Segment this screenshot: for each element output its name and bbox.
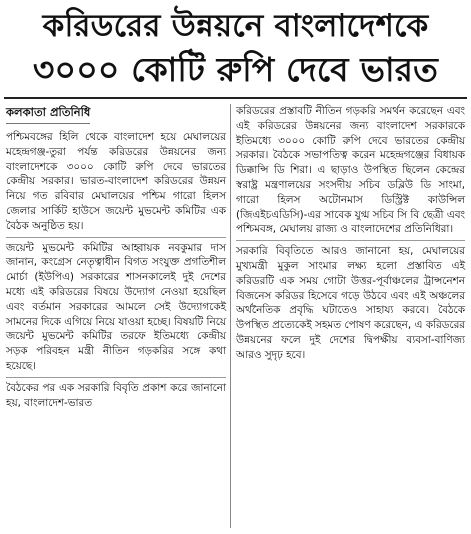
byline: কলকাতা প্রতিনিধি: [6, 104, 90, 124]
headline-line-1: করিডরের উন্নয়নে বাংলাদেশকে: [42, 8, 429, 44]
paragraph-separator: [6, 237, 226, 238]
article-column-right: [236, 104, 465, 363]
paragraph-4: করিডরের প্রস্তাবটি নীতিন গড়করি সমর্থন করেছেন এবং এই করিডরের উন্নয়নের জন্য বাংলাদেশ সরকারকে ইতিমধ্যে ৩০০০ কোটি রুপি দেবে ভারতের কেন্দ্রীয় সরকার। বৈঠকে সভাপতিত্ব করেন মহেন্দ্রগঞ্জের বিধায়ক ডিক্কান্সি ডি শিরা। এ ছাড়াও উপস্থিত ছিলেন কেন্দ্রের স্বরাষ্ট্র মন্ত্রণালয়ের সংসদীয় সচিব ডব্লিউ ডি সাংমা, গারো হিলস অটোনমাস ডিস্ট্রিক্ট কাউন্সিল (জিএইচএডিসি)-এর সাবেক যুগ্ম সচিব সি বি ছেত্রী এবং পশ্চিমবঙ্গ, মেঘালয় রাজ্য ও বাংলাদেশের প্রতিনিধিরা।: [236, 105, 465, 236]
paragraph-5: সরকারি বিবৃতিতে আরও জানানো হয়, মেঘালয়ের মুখ্যমন্ত্রী মুকুল সাংমার লক্ষ্য হলো প্রস্তাবিত এই করিডরটি এক সময় গোটা উত্তর-পূর্বাঞ্চলের ট্রান্সনেশন বিজনেস করিডর হিসেবে গড়ে উঠবে এবং এই অঞ্চলের অর্থনৈতিক প্রবৃদ্ধি ঘটাতেও সাহায্য করবে। বৈঠকে উপস্থিত প্রত্যেকেই সহমত পোষণ করেছেন, এ করিডরের উন্নয়নের ফলে দুই দেশের দ্বিপক্ষীয় ব্যবসা-বাণিজ্য আরও সুদৃঢ় হবে।: [236, 245, 465, 361]
article-column-left: [6, 104, 226, 410]
paragraph-1: পশ্চিমবঙ্গের হিলি থেকে বাংলাদেশ হয়ে মেঘালয়ের মহেন্দ্রগঞ্জ-তুরা পর্যন্ত করিডরের উন্নয়নের জন্য বাংলাদেশকে ৩০০০ কোটি রুপি দেবে ভারতের কেন্দ্রীয় সরকার। ভারত-বাংলাদেশ করিডরের উন্নয়ন নিয়ে গত রবিবার মেঘালয়ের পশ্চিম গারো হিলস জেলার সার্কিট হাউসে জয়েন্ট মুভমেন্ট কমিটির এক বৈঠক অনুষ্ঠিত হয়।: [6, 131, 226, 232]
paragraph-2: জয়েন্ট মুভমেন্ট কমিটির আহ্বায়ক নবকুমার দাস জানান, কংগ্রেস নেতৃত্বাধীন বিগত সংযুক্ত প্রগতিশীল মোর্চা (ইউপিএ) সরকারের শাসনকালেই দুই দেশের মধ্যে এই করিডরের বিষয়ে উদ্যোগ নেওয়া হয়েছিল এবং বর্তমান সরকারের আমলে সেই উদ্যোগকেই সামনের দিকে এগিয়ে নিয়ে যাওয়া হচ্ছে। বিষয়টি নিয়ে জয়েন্ট মুভমেন্ট কমিটির তরফে ইতিমধ্যে কেন্দ্রীয় সড়ক পরিবহন মন্ত্রী নীতিন গড়করির সঙ্গে কথা হয়েছে।: [6, 241, 226, 372]
headline-divider: [4, 97, 467, 99]
headline-line-2: ৩০০০ কোটি রুপি দেবে ভারত: [32, 50, 439, 89]
column-separator: [230, 104, 231, 528]
paragraph-separator: [6, 377, 226, 378]
headline: [8, 4, 463, 92]
paragraph-separator: [236, 240, 465, 241]
paragraph-3: বৈঠকের পর এক সরকারি বিবৃতি প্রকাশ করে জানানো হয়, বাংলাদেশ-ভারত: [6, 381, 226, 409]
